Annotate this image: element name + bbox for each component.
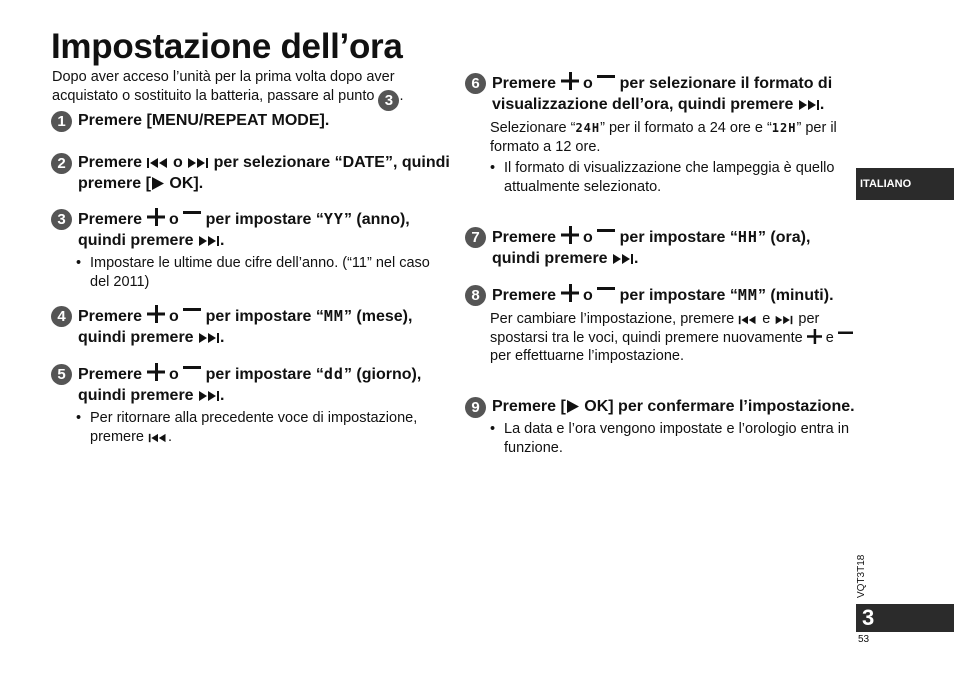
segment-minute-display: MM [737,286,758,304]
minus-icon [838,329,853,344]
step-text: o [168,308,179,325]
body-text: ” per il formato a 24 ore e “ [600,120,772,136]
step-9-note: • La data e l’ora vengono impostate e l’orologio entra in funzione. [465,420,860,457]
step-text: o [582,75,593,92]
plus-icon [561,226,579,244]
page-title: Impostazione dell’ora [51,27,403,66]
fast-forward-icon [612,253,634,265]
document-code: VQT3T18 [856,554,867,598]
step-2 [51,152,451,194]
body-text: Per cambiare l’impostazione, premere [490,311,735,327]
segment-hour-display: HH [737,228,758,246]
step-text: per impostare “ [619,287,738,304]
plus-icon [561,72,579,90]
step-text: per impostare “ [205,308,324,325]
step-number: 7 [465,227,486,248]
fast-forward-icon [198,332,220,344]
intro-paragraph [52,68,442,111]
step-5-head: 5 Premere o per impostare “dd” (giorno), quindi premere . [51,363,451,406]
segment-12h-display: 12H [771,121,797,135]
step-7 [465,226,860,269]
segment-day-display: dd [323,365,344,383]
step-9 [465,396,860,457]
step-8-body [465,310,860,366]
step-text: ” (ora), quindi premere [492,229,811,267]
step-text: OK] per confermare l’impostazione. [579,398,855,415]
step-text: per selezionare il formato di visualizzazione dell’ora, quindi premere [492,75,833,113]
fast-forward-icon [774,315,794,325]
segment-month-display: MM [323,307,344,325]
step-text: Premere [492,287,557,304]
step-text: ” (minuti). [757,287,834,304]
body-text: e [762,311,771,327]
step-text: ” (anno), quindi premere [78,211,410,249]
plus-icon [807,329,822,344]
segment-year-display: YY [323,210,344,228]
plus-icon [147,363,165,381]
step-number: 6 [465,73,486,94]
step-text: ” (mese), quindi premere [78,308,413,346]
step-number: 4 [51,306,72,327]
step-text: o [168,366,179,383]
minus-icon [597,226,615,244]
step-1-text: Premere [MENU/REPEAT MODE]. [78,112,330,129]
note-text: Per ritornare alla precedente voce di impostazione, premere [90,410,418,445]
step-text: per impostare “ [205,211,324,228]
fast-forward-icon [798,99,820,111]
step-8-head [465,284,860,306]
step-number: 1 [51,111,72,132]
step-1 [51,110,451,131]
step-number: 9 [465,397,486,418]
step-7-head: 7 Premere o per impostare “HH” (ora), quindi premere . [465,226,860,269]
step-text: per impostare “ [205,366,324,383]
page-number-box: 3 [856,604,954,632]
minus-icon [183,305,201,323]
step-5-note: • Per ritornare alla precedente voce di impostazione, premere . [51,409,451,446]
step-text: ” (giorno), quindi premere [78,366,422,404]
minus-icon [183,208,201,226]
step-text: Premere [78,366,143,383]
play-icon [151,177,165,190]
step-4 [51,305,451,348]
step-3 [51,208,451,291]
minus-icon [597,284,615,302]
fast-forward-icon [187,157,209,169]
step-number: 3 [51,209,72,230]
step-text: per selezionare “DATE”, quindi premere [ [78,154,450,192]
step-8 [465,284,860,366]
language-tab: ITALIANO [856,168,954,200]
segment-24h-display: 24H [575,121,601,135]
plus-icon [147,305,165,323]
step-number: 2 [51,153,72,174]
intro-step-ref: 3 [378,90,399,111]
minus-icon [597,72,615,90]
step-text: Premere [492,229,557,246]
step-4-head: 4 Premere o per impostare “MM” (mese), quindi premere . [51,305,451,348]
plus-icon [561,284,579,302]
step-text: OK]. [164,175,204,192]
body-text: per spostarsi tra le voci, quindi premere nuovamente [490,311,820,346]
rewind-icon [148,433,168,443]
step-6 [465,72,860,196]
step-text: o [172,154,183,171]
step-5 [51,363,451,446]
plus-icon [147,208,165,226]
step-text: o [582,287,593,304]
rewind-icon [147,157,169,169]
fast-forward-icon [198,235,220,247]
step-text: Premere [78,154,143,171]
play-icon [566,400,580,413]
step-1-head [51,110,451,131]
body-text: ” per il formato a 12 ore. [490,120,837,155]
step-3-note: • Impostare le ultime due cifre dell’anno. (“11” nel caso del 2011) [51,254,451,291]
step-text: per impostare “ [619,229,738,246]
step-9-head [465,396,860,417]
fast-forward-icon [198,390,220,402]
intro-text: Dopo aver acceso l’unità per la prima volta dopo aver acquistato o sostituito la batteria, passare al punto [52,69,395,104]
step-2-head [51,152,451,194]
body-text: Selezionare “ [490,120,576,136]
minus-icon [183,363,201,381]
step-number: 8 [465,285,486,306]
rewind-icon [738,315,758,325]
step-6-head: 6 Premere o per selezionare il formato di visualizzazione dell’ora, quindi premere . [465,72,860,115]
step-number: 5 [51,364,72,385]
step-text: o [582,229,593,246]
step-text: Premere [78,308,143,325]
step-6-note: • Il formato di visualizzazione che lampeggia è quello attualmente selezionato. [465,159,860,196]
body-text: per effettuarne l’impostazione. [490,348,684,364]
step-text: Premere [492,75,557,92]
step-6-body [465,119,860,156]
step-text: o [168,211,179,228]
body-text: e [825,329,834,346]
step-text: Premere [78,211,143,228]
page-number-small: 53 [858,634,870,645]
step-3-head: 3 Premere o per impostare “YY” (anno), quindi premere . [51,208,451,251]
step-text: Premere [ [492,398,566,415]
intro-end: . [399,88,404,104]
